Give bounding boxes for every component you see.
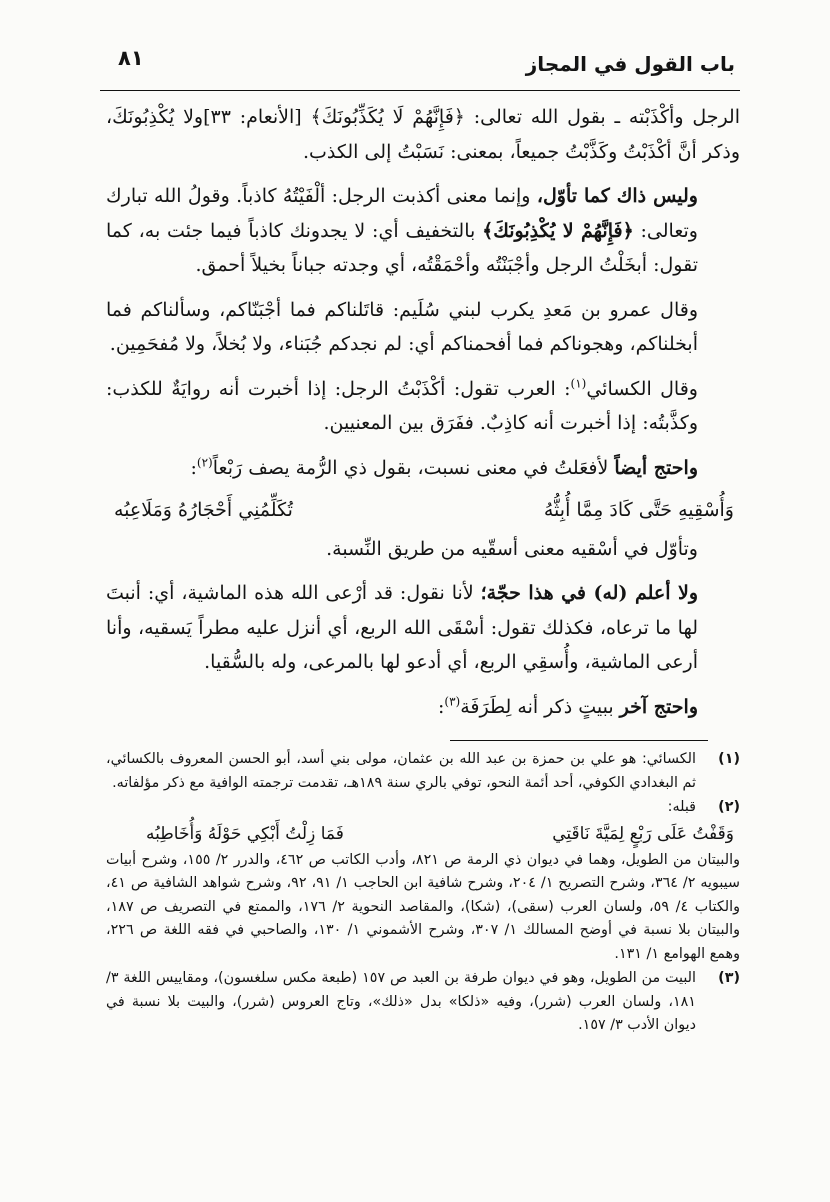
- footnote-3: [106, 967, 740, 1038]
- poem-verse: [106, 493, 740, 528]
- footnote-3-number: (٣): [718, 970, 740, 986]
- footnote-1-number: (١): [718, 751, 740, 767]
- paragraph-8-text: ببيتٍ ذكر أنه لِطَرَفَة: [460, 695, 620, 718]
- footnotes: [106, 748, 740, 1038]
- paragraph-7-text: لأنا نقول: قد أرْعى الله هذه الماشية، أي: أنبتَ لها ما ترعاه، فكذلك تقول: أسْقَى الله الربع، أي أنزل عليه مطراً يَسقيه، وأنا أرعى الماشية، وأُسقِي الربع، أي أدعو لها بالمرعى، وله بالسُّقيا.: [106, 582, 698, 673]
- paragraph-6: وتأوّل في أسْقيه معنى أسقّيه من طريق النِّسبة.: [326, 537, 698, 560]
- paragraph-5: [106, 451, 740, 486]
- quran-quote: ﴿فَإِنَّهُمْ لا يُكْذِبُونَكَ﴾: [482, 219, 634, 242]
- paragraph-8: [106, 690, 740, 725]
- page-number: ٨١: [118, 46, 144, 70]
- footnote-ref-3[interactable]: (٣): [444, 694, 461, 709]
- paragraph-5-lead: واحتج أيضاً: [614, 456, 698, 479]
- footnote-3-text: البيت من الطويل، وهو في ديوان طرفة بن العبد ص ١٥٧ (طبعة مكس سلغسون)، ومقاييس اللغة ٣/ ١٨١، ولسان العرب (شرر)، وفيه «ذلكا» بدل «ذلك»، وتاج العروس (شرر)، والبيت بلا نسبة في ديوان الأدب ٣/ ١٥٧.: [106, 970, 696, 1033]
- footnote-2-verse-first: وَقَفْتُ عَلَى رَبْعٍ لِمَيَّةَ نَاقَتِي: [552, 823, 734, 844]
- footnote-1-text: الكسائي: هو علي بن حمزة بن عبد الله بن عثمان، مولى بني أسد، أبو الحسن المعروف بالكسائي، ثم البغدادي الكوفي، أحد أئمة النحو، توفي بالري سنة ١٨٩هـ، تقدمت ترجمته الوافية مع ذكر مؤلفاته.: [106, 751, 696, 791]
- footnote-2: [106, 796, 740, 966]
- paragraph-7: [106, 576, 740, 680]
- paragraph-8-end: :: [437, 695, 445, 718]
- paragraph-5-text: لأفعَلتُ في معنى نسبت، بقول ذي الرُّمة يصف رَبْعاً: [212, 456, 615, 479]
- footnote-1: [106, 748, 740, 795]
- footnote-ref-2[interactable]: (٢): [196, 455, 213, 470]
- paragraph-2: [106, 179, 740, 283]
- footnote-2-verse: [106, 820, 740, 849]
- verse-first-hemistich: وَأُسْقِيهِ حَتَّى كَادَ مِمَّا أُبِثُّهُ: [543, 499, 734, 521]
- paragraph-2-text: وإنما معنى أكذبت الرجل: ألْفَيْتُهُ كاذباً. وقولُ الله تبارك وتعالى:: [106, 185, 698, 242]
- paragraph-4-b: : العرب تقول: أكْذَبْتُ الرجل: إذا أخبرت أنه روايَةٌ للكذب: وكذَّبتُه: إذا أخبرت أنه كاذِبٌ. ففَرَق بين المعنيين.: [106, 377, 698, 434]
- footnote-2-verse-second: فَمَا زِلْتُ أَبْكِي حَوْلَهُ وَأُخَاطِبُه: [146, 823, 344, 844]
- footnote-2-head: قبله:: [667, 799, 696, 815]
- main-text: [106, 100, 740, 724]
- paragraph-3: وقال عمرو بن مَعدِ يكرب لبني سُلَيم: قاتَلناكم فما أجْبَنّاكم، وسألناكم فما أبخلناكم، وهجوناكم فما أفحمناكم أي: لم نجدكم جُبَناء، ولا بُخلاً، ولا مُفحَمِين.: [106, 298, 698, 355]
- chapter-title: باب القول في المجاز: [525, 52, 735, 76]
- paragraph-7-lead: ولا أعلم (له) في هذا حجّة؛: [480, 582, 698, 604]
- footnote-2-number: (٢): [718, 799, 740, 815]
- paragraph-8-lead: واحتج آخر: [619, 695, 698, 718]
- header-rule: [100, 90, 740, 91]
- paragraph-5-end: :: [190, 456, 197, 479]
- paragraph-2-rest: بالتخفيف أي: لا يجدونك كاذباً فيما جئت به، كما تقول: أبخَلْتُ الرجل وأجْبَنْتُه وأحْمَقْتُه، أي وجدته جباناً بخيلاً أحمق.: [106, 219, 698, 276]
- verse-second-hemistich: تُكَلِّمُنِي أَحْجَارُهُ وَمَلَاعِبُه: [114, 499, 293, 521]
- paragraph-2-lead: وليس ذاك كما تأوّل،: [536, 185, 698, 207]
- paragraph-4-a: وقال الكسائي: [586, 377, 698, 400]
- footnote-separator: [450, 740, 708, 741]
- paragraph-1: الرجل وأكْذَبْته ـ بقول الله تعالى: ﴿فَإِنَّهُمْ لَا يُكَذِّبُونَكَ﴾ [الأنعام: ٣٣]ولا يُكْذِبُونَكَ، وذكر أنَّ أكْذَبْتُ وكَذَّبْتُ جميعاً، بمعنى: نَسَبْتُ إلى الكذب.: [106, 106, 741, 163]
- footnote-2-text: والبيتان من الطويل، وهما في ديوان ذي الرمة ص ٨٢١، وأدب الكاتب ص ٤٦٢، والدرر ٢/ ١٥٥، وشرح أبيات سيبويه ٢/ ٣٦٤، وشرح التصريح ١/ ٢٠٤، وشرح شافية ابن الحاجب ١/ ٩١، ٩٢، وشرح شواهد الشافية ص ٤١، والكتاب ٤/ ٥٩، ولسان العرب (سقى)، (شكا)، والمقاصد النحوية ٢/ ١٧٦، والممتع في التصريف ص ١٨٧، والبيتان بلا نسبة في أوضح المسالك ١/ ٣٠٧، وشرح الأشموني ١/ ١٣٠، والصاحبي في فقه اللغة ص ٢٢٦، وهمع الهوامع ١/ ١٣١.: [106, 851, 740, 962]
- footnote-2-content: [106, 796, 740, 966]
- footnote-ref-1[interactable]: (١): [570, 376, 587, 391]
- paragraph-4: [106, 372, 740, 441]
